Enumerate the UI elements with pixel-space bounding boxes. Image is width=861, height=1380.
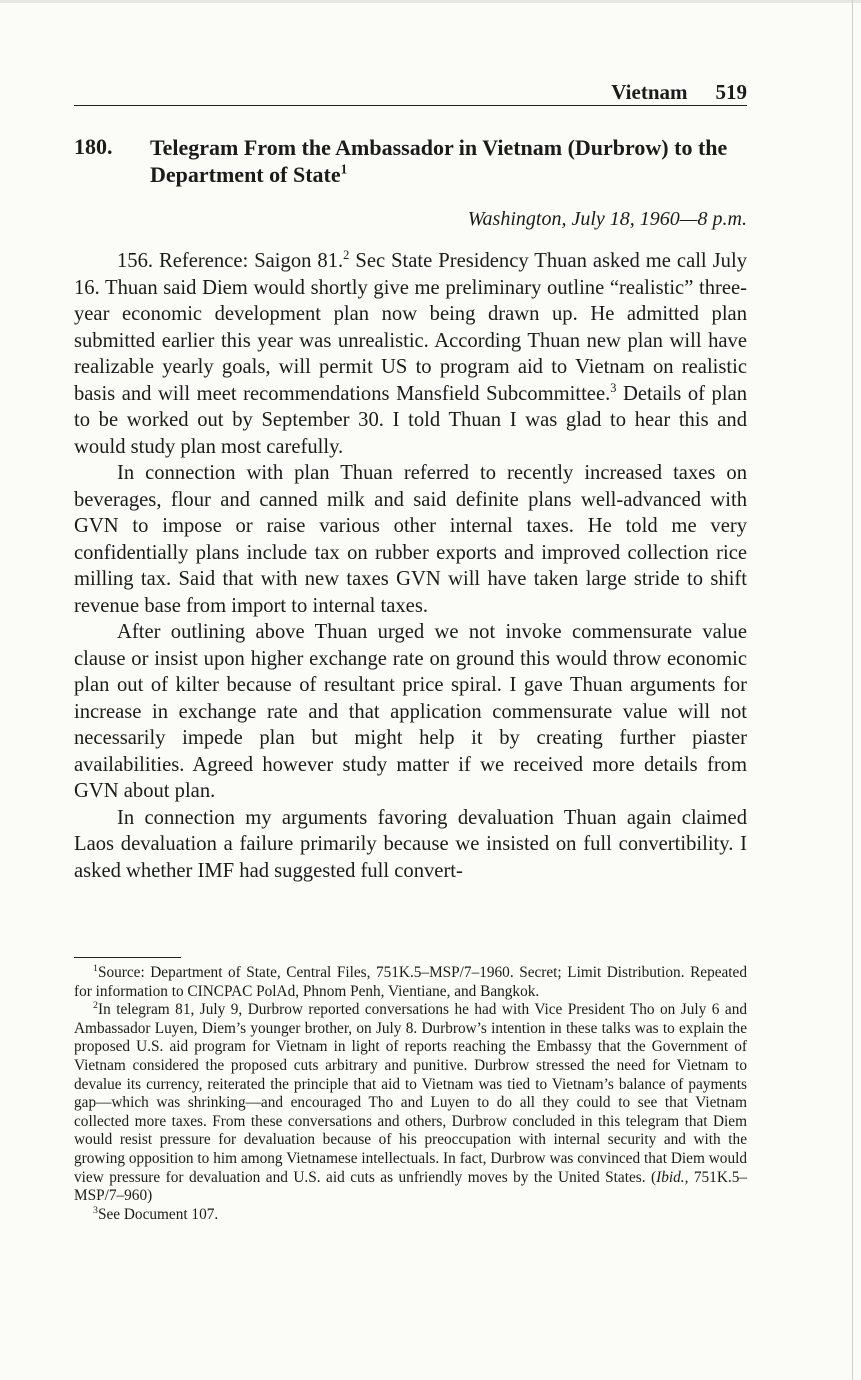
paragraph-1-part-a: 156. Reference: Saigon 81.: [117, 250, 344, 272]
footnote-3-text: See Document 107.: [97, 1205, 219, 1223]
page-number: 519: [715, 80, 747, 104]
dateline: Washington, July 18, 1960—8 p.m.: [467, 208, 747, 230]
footnote-ref-1[interactable]: 1: [340, 161, 348, 177]
paragraph-2: In connection with plan Thuan referred to recently increased taxes on beverages, flour and canned milk and said definite plans well-advanced with GVN to impose or raise various other internal taxes. He told me very confidentially plans include tax on rubber exports and improved collection rice milling tax. Said that with new taxes GVN will have taken large stride to shift revenue base from import to internal taxes.: [74, 462, 747, 617]
paragraph-1-part-b: Sec State Presidency Thuan asked me call July 16. Thuan said Diem would shortly give me preliminary outline “realistic” three-year economic development plan now being drawn up. He admitted plan submitted earlier this year was unrealistic. According Thuan new plan will have realizable yearly goals, will permit US to program aid to Vietnam on realistic basis and will meet recommendations Mansfield Subcommittee.: [74, 250, 747, 405]
footnote-rule: [74, 957, 181, 958]
footnote-2: [74, 1001, 747, 1206]
footnote-ref-2[interactable]: 2: [343, 248, 350, 263]
scan-edge-line: [852, 0, 853, 1380]
document-title-text: Telegram From the Ambassador in Vietnam (Durbrow) to the Department of State: [150, 135, 728, 187]
footnote-ref-3[interactable]: 3: [610, 380, 617, 395]
footnote-2-tail: 751K.5–MSP/7–960): [74, 1168, 747, 1205]
header-rule: [74, 105, 747, 106]
footnote-2-citation: Ibid.,: [656, 1168, 689, 1186]
footnote-3-marker: 3: [93, 1204, 98, 1216]
footnote-2-text: In telegram 81, July 9, Durbrow reported conversations he had with Vice President Tho on July 6 and Ambassador Luyen, Diem’s younger brother, on July 8. Durbrow’s intention in these talks was to explain the proposed U.S. aid program for Vietnam in light of reports reaching the Embassy that the Government of Vietnam considered the proposed cuts arbitrary and punitive. Durbrow stressed the need for Vietnam to devalue its currency, reiterated the principle that aid to Vietnam was tied to Vietnam’s balance of payments gap—which was shrinking—and encouraged Tho and Luyen to do all they could to see that Vietnam collected more taxes. From these conversations and others, Durbrow concluded in this telegram that Diem would resist pressure for devaluation because of his preoccupation with internal security and with the growing opposition to him among Vietnamese intellectuals. In fact, Durbrow was convinced that Diem would view pressure for devaluation and U.S. aid cuts as unfriendly moves by the United States. (: [74, 1001, 747, 1186]
footnote-1-text: Source: Department of State, Central Files, 751K.5–MSP/7–1960. Secret; Limit Distribution. Repeated for information to CINCPAC PolAd, Phnom Penh, Vientiane, and Bangkok.: [74, 964, 747, 1000]
running-head-section: Vietnam: [611, 80, 688, 104]
footnote-2-marker: 2: [93, 1000, 98, 1012]
footnote-1-marker: 1: [93, 962, 98, 974]
document-number: 180.: [74, 134, 113, 159]
document-title: [150, 134, 750, 188]
footnotes: [74, 964, 747, 1224]
paragraph-3: After outlining above Thuan urged we not invoke commensurate value clause or insist upon higher exchange rate on ground this would throw economic plan out of kilter because of resultant price spiral. I gave Thuan arguments for increase in exchange rate and that application commensurate value will not necessarily impede plan but might help it by creating further piaster availabilities. Agreed however study matter if we received more details from GVN about plan.: [74, 621, 747, 802]
paragraph-4: In connection my arguments favoring devaluation Thuan again claimed Laos devaluation a failure primarily because we insisted on full convertibility. I asked whether IMF had suggested full convert-: [74, 806, 747, 882]
page-top-edge: [0, 0, 861, 3]
paragraph-1: [74, 248, 747, 460]
paragraph-1-part-c: Details of plan to be worked out by September 30. I told Thuan I was glad to hear this and would study plan most carefully.: [74, 382, 748, 458]
telegram-body: [74, 248, 747, 884]
footnote-1: [74, 964, 747, 1001]
footnote-3: [74, 1206, 747, 1225]
running-head: [74, 80, 747, 105]
